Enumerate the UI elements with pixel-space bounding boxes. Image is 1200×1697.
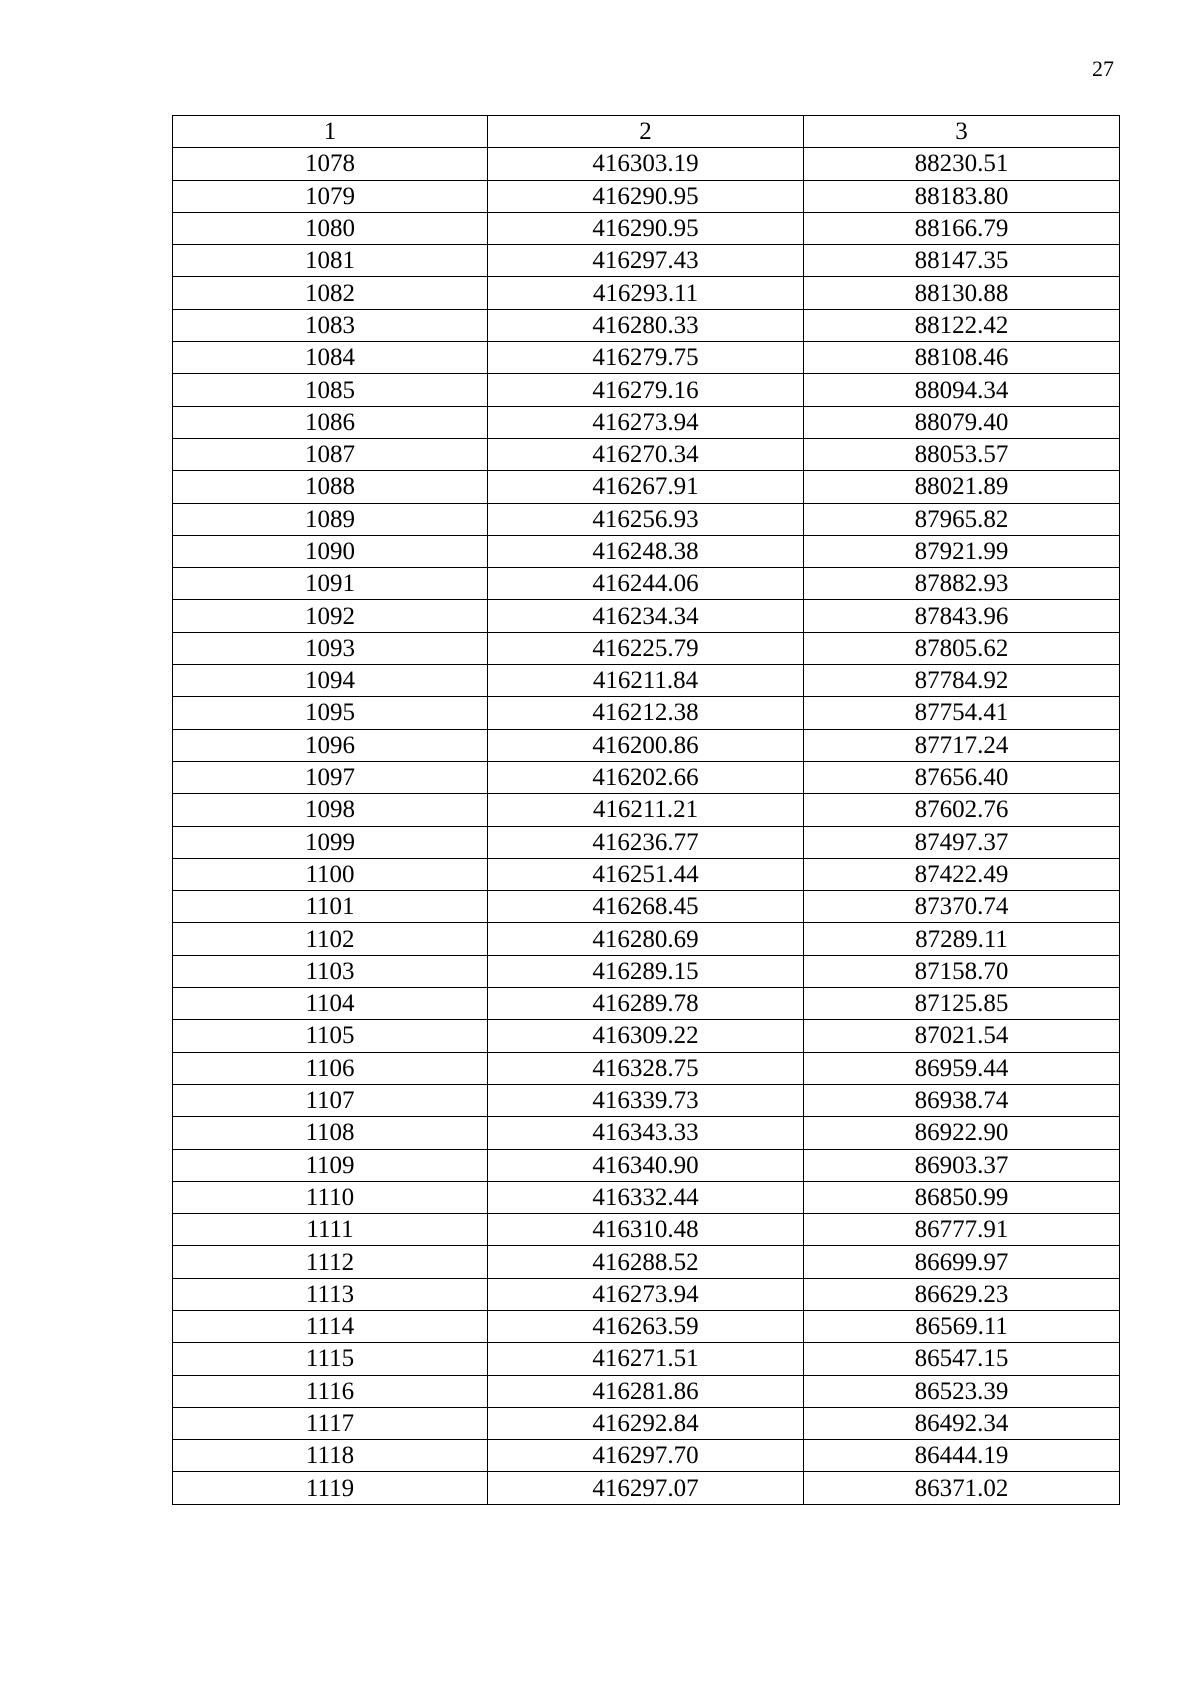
table-row bbox=[173, 568, 1120, 600]
point-number-cell: 1084 bbox=[173, 342, 488, 374]
x-coordinate-cell: 416273.94 bbox=[488, 406, 804, 438]
x-coordinate-cell: 416328.75 bbox=[488, 1052, 804, 1084]
y-coordinate-cell: 86850.99 bbox=[804, 1181, 1120, 1213]
table-row bbox=[173, 729, 1120, 761]
y-coordinate-cell: 87754.41 bbox=[804, 697, 1120, 729]
table-row bbox=[173, 1440, 1120, 1472]
table-row bbox=[173, 438, 1120, 470]
x-coordinate-cell: 416289.15 bbox=[488, 955, 804, 987]
y-coordinate-cell: 88183.80 bbox=[804, 180, 1120, 212]
point-number-cell: 1103 bbox=[173, 955, 488, 987]
x-coordinate-cell: 416234.34 bbox=[488, 600, 804, 632]
point-number-cell: 1089 bbox=[173, 503, 488, 535]
x-coordinate-cell: 416202.66 bbox=[488, 761, 804, 793]
y-coordinate-cell: 87717.24 bbox=[804, 729, 1120, 761]
table-row bbox=[173, 891, 1120, 923]
point-number-cell: 1105 bbox=[173, 1020, 488, 1052]
coordinates-table bbox=[172, 115, 1120, 1505]
table-row bbox=[173, 212, 1120, 244]
x-coordinate-cell: 416289.78 bbox=[488, 988, 804, 1020]
table-row bbox=[173, 1181, 1120, 1213]
table-row bbox=[173, 697, 1120, 729]
x-coordinate-cell: 416248.38 bbox=[488, 535, 804, 567]
y-coordinate-cell: 87497.37 bbox=[804, 826, 1120, 858]
x-coordinate-cell: 416256.93 bbox=[488, 503, 804, 535]
table-row bbox=[173, 858, 1120, 890]
x-coordinate-cell: 416211.21 bbox=[488, 794, 804, 826]
y-coordinate-cell: 88079.40 bbox=[804, 406, 1120, 438]
point-number-cell: 1112 bbox=[173, 1246, 488, 1278]
x-coordinate-cell: 416290.95 bbox=[488, 212, 804, 244]
table-row bbox=[173, 1278, 1120, 1310]
table-row bbox=[173, 665, 1120, 697]
x-coordinate-cell: 416339.73 bbox=[488, 1084, 804, 1116]
point-number-cell: 1114 bbox=[173, 1310, 488, 1342]
x-coordinate-cell: 416309.22 bbox=[488, 1020, 804, 1052]
point-number-cell: 1109 bbox=[173, 1149, 488, 1181]
x-coordinate-cell: 416280.69 bbox=[488, 923, 804, 955]
x-coordinate-cell: 416225.79 bbox=[488, 632, 804, 664]
y-coordinate-cell: 88108.46 bbox=[804, 342, 1120, 374]
x-coordinate-cell: 416270.34 bbox=[488, 438, 804, 470]
y-coordinate-cell: 86777.91 bbox=[804, 1214, 1120, 1246]
y-coordinate-cell: 88166.79 bbox=[804, 212, 1120, 244]
y-coordinate-cell: 86371.02 bbox=[804, 1472, 1120, 1504]
point-number-cell: 1102 bbox=[173, 923, 488, 955]
column-header-3: 3 bbox=[804, 116, 1120, 148]
point-number-cell: 1099 bbox=[173, 826, 488, 858]
table-row bbox=[173, 1020, 1120, 1052]
x-coordinate-cell: 416290.95 bbox=[488, 180, 804, 212]
y-coordinate-cell: 87158.70 bbox=[804, 955, 1120, 987]
point-number-cell: 1091 bbox=[173, 568, 488, 600]
point-number-cell: 1085 bbox=[173, 374, 488, 406]
y-coordinate-cell: 87805.62 bbox=[804, 632, 1120, 664]
table-row bbox=[173, 471, 1120, 503]
y-coordinate-cell: 87843.96 bbox=[804, 600, 1120, 632]
column-header-2: 2 bbox=[488, 116, 804, 148]
x-coordinate-cell: 416293.11 bbox=[488, 277, 804, 309]
y-coordinate-cell: 87784.92 bbox=[804, 665, 1120, 697]
x-coordinate-cell: 416343.33 bbox=[488, 1117, 804, 1149]
table-row bbox=[173, 277, 1120, 309]
y-coordinate-cell: 86523.39 bbox=[804, 1375, 1120, 1407]
table-row bbox=[173, 1343, 1120, 1375]
y-coordinate-cell: 87289.11 bbox=[804, 923, 1120, 955]
y-coordinate-cell: 86959.44 bbox=[804, 1052, 1120, 1084]
y-coordinate-cell: 87422.49 bbox=[804, 858, 1120, 890]
point-number-cell: 1116 bbox=[173, 1375, 488, 1407]
table-row bbox=[173, 148, 1120, 180]
point-number-cell: 1113 bbox=[173, 1278, 488, 1310]
table-row bbox=[173, 342, 1120, 374]
point-number-cell: 1094 bbox=[173, 665, 488, 697]
point-number-cell: 1104 bbox=[173, 988, 488, 1020]
table-row bbox=[173, 761, 1120, 793]
y-coordinate-cell: 88021.89 bbox=[804, 471, 1120, 503]
x-coordinate-cell: 416281.86 bbox=[488, 1375, 804, 1407]
x-coordinate-cell: 416340.90 bbox=[488, 1149, 804, 1181]
table-row bbox=[173, 309, 1120, 341]
table-row bbox=[173, 374, 1120, 406]
table-row bbox=[173, 600, 1120, 632]
x-coordinate-cell: 416263.59 bbox=[488, 1310, 804, 1342]
table-row bbox=[173, 955, 1120, 987]
y-coordinate-cell: 86547.15 bbox=[804, 1343, 1120, 1375]
y-coordinate-cell: 88094.34 bbox=[804, 374, 1120, 406]
y-coordinate-cell: 88130.88 bbox=[804, 277, 1120, 309]
y-coordinate-cell: 87882.93 bbox=[804, 568, 1120, 600]
x-coordinate-cell: 416288.52 bbox=[488, 1246, 804, 1278]
y-coordinate-cell: 87021.54 bbox=[804, 1020, 1120, 1052]
point-number-cell: 1082 bbox=[173, 277, 488, 309]
table-row bbox=[173, 1214, 1120, 1246]
table-row bbox=[173, 826, 1120, 858]
x-coordinate-cell: 416310.48 bbox=[488, 1214, 804, 1246]
x-coordinate-cell: 416279.16 bbox=[488, 374, 804, 406]
y-coordinate-cell: 86699.97 bbox=[804, 1246, 1120, 1278]
point-number-cell: 1093 bbox=[173, 632, 488, 664]
table-row bbox=[173, 406, 1120, 438]
x-coordinate-cell: 416267.91 bbox=[488, 471, 804, 503]
point-number-cell: 1087 bbox=[173, 438, 488, 470]
point-number-cell: 1110 bbox=[173, 1181, 488, 1213]
point-number-cell: 1095 bbox=[173, 697, 488, 729]
point-number-cell: 1083 bbox=[173, 309, 488, 341]
x-coordinate-cell: 416211.84 bbox=[488, 665, 804, 697]
table-row bbox=[173, 1084, 1120, 1116]
page-number: 27 bbox=[1092, 56, 1114, 81]
table-row bbox=[173, 1472, 1120, 1504]
table-row bbox=[173, 923, 1120, 955]
table-row bbox=[173, 988, 1120, 1020]
point-number-cell: 1097 bbox=[173, 761, 488, 793]
point-number-cell: 1081 bbox=[173, 245, 488, 277]
x-coordinate-cell: 416303.19 bbox=[488, 148, 804, 180]
y-coordinate-cell: 88230.51 bbox=[804, 148, 1120, 180]
table-row bbox=[173, 245, 1120, 277]
y-coordinate-cell: 87656.40 bbox=[804, 761, 1120, 793]
point-number-cell: 1117 bbox=[173, 1407, 488, 1439]
y-coordinate-cell: 87921.99 bbox=[804, 535, 1120, 567]
point-number-cell: 1090 bbox=[173, 535, 488, 567]
x-coordinate-cell: 416297.70 bbox=[488, 1440, 804, 1472]
table-row bbox=[173, 794, 1120, 826]
table-header-row bbox=[173, 116, 1120, 148]
x-coordinate-cell: 416279.75 bbox=[488, 342, 804, 374]
table-row bbox=[173, 180, 1120, 212]
y-coordinate-cell: 86903.37 bbox=[804, 1149, 1120, 1181]
x-coordinate-cell: 416236.77 bbox=[488, 826, 804, 858]
table-body bbox=[173, 148, 1120, 1504]
y-coordinate-cell: 87125.85 bbox=[804, 988, 1120, 1020]
y-coordinate-cell: 86938.74 bbox=[804, 1084, 1120, 1116]
y-coordinate-cell: 88147.35 bbox=[804, 245, 1120, 277]
point-number-cell: 1101 bbox=[173, 891, 488, 923]
y-coordinate-cell: 86569.11 bbox=[804, 1310, 1120, 1342]
point-number-cell: 1118 bbox=[173, 1440, 488, 1472]
y-coordinate-cell: 87602.76 bbox=[804, 794, 1120, 826]
table-row bbox=[173, 632, 1120, 664]
point-number-cell: 1088 bbox=[173, 471, 488, 503]
x-coordinate-cell: 416268.45 bbox=[488, 891, 804, 923]
y-coordinate-cell: 88053.57 bbox=[804, 438, 1120, 470]
point-number-cell: 1080 bbox=[173, 212, 488, 244]
y-coordinate-cell: 88122.42 bbox=[804, 309, 1120, 341]
y-coordinate-cell: 86922.90 bbox=[804, 1117, 1120, 1149]
point-number-cell: 1098 bbox=[173, 794, 488, 826]
x-coordinate-cell: 416271.51 bbox=[488, 1343, 804, 1375]
table-row bbox=[173, 1407, 1120, 1439]
point-number-cell: 1106 bbox=[173, 1052, 488, 1084]
point-number-cell: 1119 bbox=[173, 1472, 488, 1504]
point-number-cell: 1092 bbox=[173, 600, 488, 632]
y-coordinate-cell: 87965.82 bbox=[804, 503, 1120, 535]
x-coordinate-cell: 416244.06 bbox=[488, 568, 804, 600]
x-coordinate-cell: 416200.86 bbox=[488, 729, 804, 761]
table-row bbox=[173, 1246, 1120, 1278]
table-row bbox=[173, 503, 1120, 535]
point-number-cell: 1100 bbox=[173, 858, 488, 890]
table-row bbox=[173, 1052, 1120, 1084]
y-coordinate-cell: 87370.74 bbox=[804, 891, 1120, 923]
table-row bbox=[173, 1375, 1120, 1407]
x-coordinate-cell: 416292.84 bbox=[488, 1407, 804, 1439]
x-coordinate-cell: 416251.44 bbox=[488, 858, 804, 890]
y-coordinate-cell: 86492.34 bbox=[804, 1407, 1120, 1439]
x-coordinate-cell: 416297.43 bbox=[488, 245, 804, 277]
point-number-cell: 1096 bbox=[173, 729, 488, 761]
y-coordinate-cell: 86629.23 bbox=[804, 1278, 1120, 1310]
y-coordinate-cell: 86444.19 bbox=[804, 1440, 1120, 1472]
point-number-cell: 1115 bbox=[173, 1343, 488, 1375]
table-row bbox=[173, 535, 1120, 567]
table-row bbox=[173, 1149, 1120, 1181]
x-coordinate-cell: 416297.07 bbox=[488, 1472, 804, 1504]
column-header-1: 1 bbox=[173, 116, 488, 148]
x-coordinate-cell: 416332.44 bbox=[488, 1181, 804, 1213]
point-number-cell: 1111 bbox=[173, 1214, 488, 1246]
point-number-cell: 1079 bbox=[173, 180, 488, 212]
table-row bbox=[173, 1310, 1120, 1342]
point-number-cell: 1107 bbox=[173, 1084, 488, 1116]
x-coordinate-cell: 416212.38 bbox=[488, 697, 804, 729]
table-row bbox=[173, 1117, 1120, 1149]
x-coordinate-cell: 416280.33 bbox=[488, 309, 804, 341]
point-number-cell: 1086 bbox=[173, 406, 488, 438]
point-number-cell: 1078 bbox=[173, 148, 488, 180]
x-coordinate-cell: 416273.94 bbox=[488, 1278, 804, 1310]
point-number-cell: 1108 bbox=[173, 1117, 488, 1149]
